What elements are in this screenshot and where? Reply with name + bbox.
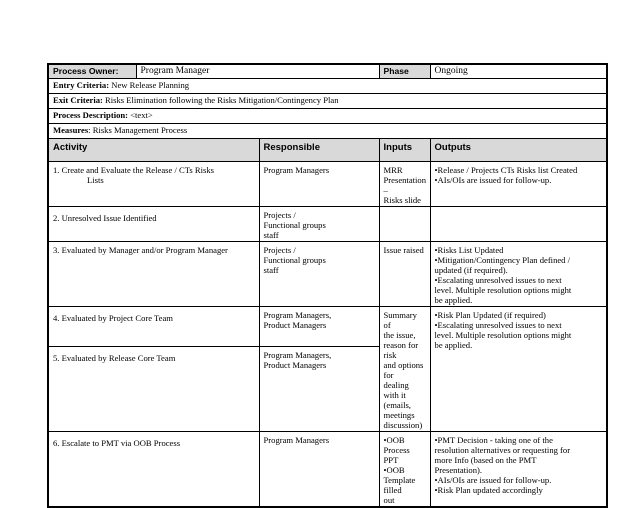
inputs-cell: Issue raised	[379, 242, 430, 307]
responsible-line: Functional groups	[263, 220, 326, 230]
input-line: discussion)	[383, 420, 423, 430]
measures-row	[48, 124, 607, 139]
responsible-cell: Program Managers	[259, 432, 379, 508]
input-line: Summary of	[383, 310, 417, 330]
input-line: reason for risk	[383, 340, 419, 360]
output-line: updated (if required).	[434, 265, 508, 275]
inputs-cell	[379, 162, 430, 207]
responsible-line: staff	[263, 230, 279, 240]
process-description	[48, 109, 607, 124]
responsible-line: Projects /	[263, 245, 296, 255]
entry-criteria-value: New Release Planning	[111, 80, 190, 90]
output-line: •Escalating unresolved issues to next	[434, 275, 562, 285]
input-line: •OOB	[383, 465, 405, 475]
activity-text: 6. Escalate to PMT via OOB Process	[53, 438, 181, 448]
input-line: PPT	[383, 455, 399, 465]
input-line: and options for	[383, 360, 424, 380]
responsible-line: Program Managers,	[263, 349, 332, 360]
activity-text: 2. Unresolved Issue Identified	[53, 213, 157, 223]
activity-cell	[48, 162, 259, 207]
responsible-line: Product Managers	[263, 359, 327, 370]
exit-criteria-value: Risks Elimination following the Risks Mitigation/Contingency Plan	[105, 95, 339, 105]
responsible-line: Program Managers,	[263, 310, 332, 320]
output-line: •Risks List Updated	[434, 245, 504, 255]
table-row	[48, 162, 607, 207]
entry-criteria-row	[48, 79, 607, 94]
phase-value: Ongoing	[430, 64, 607, 79]
activity-header: Activity	[48, 139, 259, 162]
process-description-row	[48, 109, 607, 124]
outputs-cell	[430, 207, 607, 242]
output-line: Presentation).	[434, 465, 483, 475]
exit-criteria-row	[48, 94, 607, 109]
entry-criteria	[48, 79, 607, 94]
outputs-cell	[430, 307, 607, 432]
responsible-header: Responsible	[259, 139, 379, 162]
input-line: Template filled	[383, 475, 416, 495]
table-row	[48, 207, 607, 242]
outputs-header: Outputs	[430, 139, 607, 162]
output-line: •Release / Projects CTs Risks list Created	[434, 165, 578, 175]
output-line: •Risk Plan updated accordingly	[434, 485, 543, 495]
responsible-cell	[259, 207, 379, 242]
measures	[48, 124, 607, 139]
table-row	[48, 242, 607, 307]
outputs-cell	[430, 162, 607, 207]
table-row	[48, 432, 607, 508]
input-line: Risks slide	[383, 195, 421, 205]
input-line: out	[383, 495, 395, 505]
process-owner-label: Process Owner:	[48, 64, 136, 79]
responsible-cell: Program Managers	[259, 162, 379, 207]
output-line: •PMT Decision - taking one of the	[434, 435, 553, 445]
responsible-line: Projects /	[263, 210, 296, 220]
inputs-cell	[379, 307, 430, 432]
outputs-cell	[430, 242, 607, 307]
output-line: level. Multiple resolution options might	[434, 285, 572, 295]
inputs-header: Inputs	[379, 139, 430, 162]
activity-text: 4. Evaluated by Project Core Team	[53, 313, 173, 323]
responsible-line: Product Managers	[263, 320, 327, 330]
input-line: the issue,	[383, 330, 416, 340]
output-line: •Escalating unresolved issues to next	[434, 320, 562, 330]
input-line: meetings	[383, 410, 415, 420]
exit-criteria	[48, 94, 607, 109]
output-line: resolution alternatives or requesting for	[434, 445, 571, 455]
activity-cell: 3. Evaluated by Manager and/or Program Manager	[48, 242, 259, 307]
input-line: (emails,	[383, 400, 411, 410]
activity-text: 1. Create and Evaluate the Release / CTs Risks	[53, 165, 214, 175]
inputs-cell	[379, 207, 430, 242]
input-line: dealing with it	[383, 380, 409, 400]
entry-criteria-label: Entry Criteria:	[53, 80, 110, 90]
responsible-line: Functional groups	[263, 255, 326, 265]
phase-label: Phase	[379, 64, 430, 79]
measures-value: : Risks Management Process	[88, 125, 188, 135]
output-line: more Info (based on the PMT	[434, 455, 537, 465]
input-line: Presentation –	[383, 175, 426, 195]
activity-text: 5. Evaluated by Release Core Team	[53, 352, 176, 363]
activity-cell	[48, 307, 259, 347]
process-description-label: Process Description:	[53, 110, 129, 120]
output-line: be applied.	[434, 340, 473, 350]
input-line: •OOB Process	[383, 435, 410, 455]
process-table	[47, 63, 608, 508]
inputs-cell	[379, 432, 430, 508]
output-line: •AIs/OIs are issued for follow-up.	[434, 175, 552, 185]
responsible-cell	[259, 346, 379, 431]
activity-cell	[48, 207, 259, 242]
exit-criteria-label: Exit Criteria:	[53, 95, 103, 105]
outputs-cell	[430, 432, 607, 508]
output-line: •Mitigation/Contingency Plan defined /	[434, 255, 571, 265]
activity-cell	[48, 432, 259, 508]
output-line: •Risk Plan Updated (if required)	[434, 310, 546, 320]
process-owner-row	[48, 64, 607, 79]
table-row	[48, 307, 607, 347]
output-line: •AIs/OIs are issued for follow-up.	[434, 475, 552, 485]
output-line: be applied.	[434, 295, 473, 305]
responsible-line: staff	[263, 265, 279, 275]
responsible-cell	[259, 242, 379, 307]
measures-label: Measures	[53, 125, 89, 135]
process-description-value: <text>	[130, 110, 153, 120]
process-owner-value: Program Manager	[136, 64, 379, 79]
output-line: level. Multiple resolution options might	[434, 330, 572, 340]
column-header-row	[48, 139, 607, 162]
responsible-cell	[259, 307, 379, 347]
input-line: MRR	[383, 165, 403, 175]
activity-text-cont: Lists	[87, 175, 104, 185]
activity-cell	[48, 346, 259, 431]
